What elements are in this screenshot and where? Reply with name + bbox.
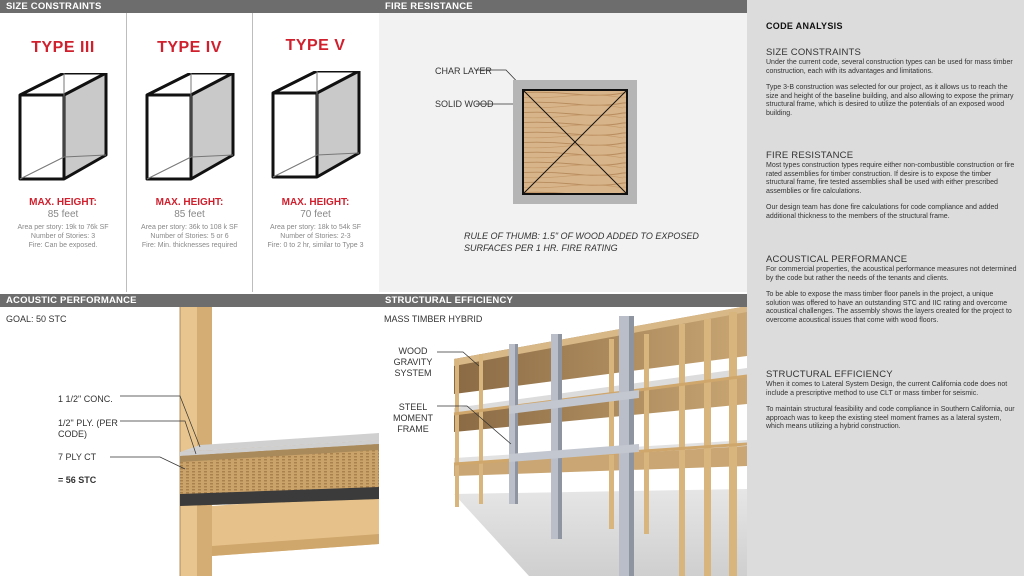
section-paragraph: To maintain structural feasibility and code compliance in Southern California, our approach was to keep the existing steel moment frames as a lateral system, which means utilizing a hybrid construction.: [766, 406, 1015, 431]
clt-layer-label: 7 PLY CT: [58, 452, 97, 462]
size-constraints-header: SIZE CONSTRAINTS: [0, 0, 379, 13]
code-analysis-panel: [747, 0, 1024, 576]
type-iv-column: [126, 13, 252, 292]
type-title: TYPE V: [285, 37, 346, 54]
fire-note: Fire: Can be exposed.: [28, 242, 98, 249]
fire-note: Fire: Min. thicknesses required: [141, 242, 238, 249]
section-paragraph: To be able to expose the mass timber floor panels in the project, a unique solution was offered to have an outstanding STC and IIC rating and overcome acoustical challenges. The assembly shows the layers created for the project to overcome acoustical issues that come with wood floors.: [766, 291, 1012, 324]
structural-efficiency-header: STRUCTURAL EFFICIENCY: [379, 294, 747, 307]
acoustic-goal: GOAL: 50 STC: [6, 314, 67, 324]
cube-icon: [269, 71, 363, 181]
area-per-story: Area per story: 18k to 54k SF: [269, 224, 362, 231]
type-title: TYPE IV: [157, 39, 222, 56]
fire-note: Fire: 0 to 2 hr, similar to Type 3: [267, 242, 364, 249]
max-height-value: 70 feet: [300, 209, 331, 220]
solid-wood-label: SOLID WOOD: [435, 99, 494, 109]
hybrid-structure-illustration: [379, 294, 747, 576]
type-iii-column: [0, 13, 126, 292]
type-v-column: [252, 13, 378, 292]
steel-moment-label: STEEL MOMENT FRAME: [393, 402, 433, 434]
section-heading: SIZE CONSTRAINTS: [766, 47, 862, 58]
code-section-structural: [766, 369, 1018, 432]
max-height-value: 85 feet: [47, 209, 79, 220]
floor-assembly-illustration: [0, 294, 379, 576]
section-paragraph: Under the current code, several construction types can be used for mass timber construction, each with its advantages and limitations.: [766, 59, 1013, 75]
concrete-layer-label: 1 1/2" CONC.: [58, 394, 113, 404]
cube-icon: [143, 73, 237, 183]
code-analysis-title: CODE ANALYSIS: [766, 21, 843, 31]
acoustic-performance-header: ACOUSTIC PERFORMANCE: [0, 294, 379, 307]
section-paragraph: Our design team has done fire calculations for code compliance and added additional thickness to the members of the structural frame.: [766, 204, 999, 220]
section-paragraph: For commercial properties, the acoustical performance measures not determined by the code but rather the needs of the tenants and clients.: [766, 266, 1017, 282]
fire-resistance-header: FIRE RESISTANCE: [379, 0, 747, 13]
code-section-acoustic: [766, 254, 1018, 326]
size-constraints-panel: [0, 0, 379, 292]
number-of-stories: Number of Stories: 5 or 6: [150, 233, 229, 240]
cube-icon: [16, 73, 110, 183]
stc-result: = 56 STC: [58, 475, 97, 485]
section-paragraph: Type 3-B construction was selected for our project, as it allows us to reach the size and height of the baseline building, and also allowing to expose the primary structural frame, which is desired to utilize the potentials of an exposed wood building.: [766, 84, 1014, 117]
structural-subtitle: MASS TIMBER HYBRID: [384, 314, 483, 324]
plywood-layer-label: 1/2" PLY. (PER CODE): [58, 418, 118, 439]
max-height-value: 85 feet: [174, 209, 205, 220]
max-height-label: MAX. HEIGHT:: [29, 197, 97, 208]
type-title: TYPE III: [31, 39, 95, 56]
section-heading: STRUCTURAL EFFICIENCY: [766, 369, 893, 380]
section-heading: ACOUSTICAL PERFORMANCE: [766, 254, 908, 265]
section-heading: FIRE RESISTANCE: [766, 150, 854, 161]
code-section-size: [766, 47, 1018, 119]
max-height-label: MAX. HEIGHT:: [281, 197, 350, 208]
rule-of-thumb: RULE OF THUMB: 1.5" OF WOOD ADDED TO EXPOSED SURFACES PER 1 HR. FIRE RATING: [464, 231, 699, 253]
area-per-story: Area per story: 19k to 76k SF: [17, 224, 109, 231]
area-per-story: Area per story: 36k to 108 k SF: [141, 224, 238, 231]
timber-section-icon: [513, 80, 637, 204]
section-paragraph: Most types construction types require either non-combustible construction or fire rated assemblies for timber construction. If desire is to expose the timber structural frame, fire tested assemblies shall be used with either prescribed assemblies or fire calculations.: [766, 162, 1015, 195]
char-layer-label: CHAR LAYER: [435, 66, 492, 76]
code-section-fire: [766, 150, 1018, 222]
max-height-label: MAX. HEIGHT:: [155, 197, 224, 208]
acoustic-performance-panel: [0, 294, 379, 576]
section-paragraph: When it comes to Lateral System Design, the current California code does not include a prescriptive method to use CLT or mass timber for seismic.: [766, 381, 1008, 397]
structural-efficiency-panel: [379, 294, 747, 576]
number-of-stories: Number of Stories: 3: [30, 233, 96, 240]
fire-resistance-panel: [379, 0, 747, 292]
number-of-stories: Number of Stories: 2-3: [280, 233, 351, 240]
wood-gravity-label: WOOD GRAVITY SYSTEM: [393, 346, 433, 378]
